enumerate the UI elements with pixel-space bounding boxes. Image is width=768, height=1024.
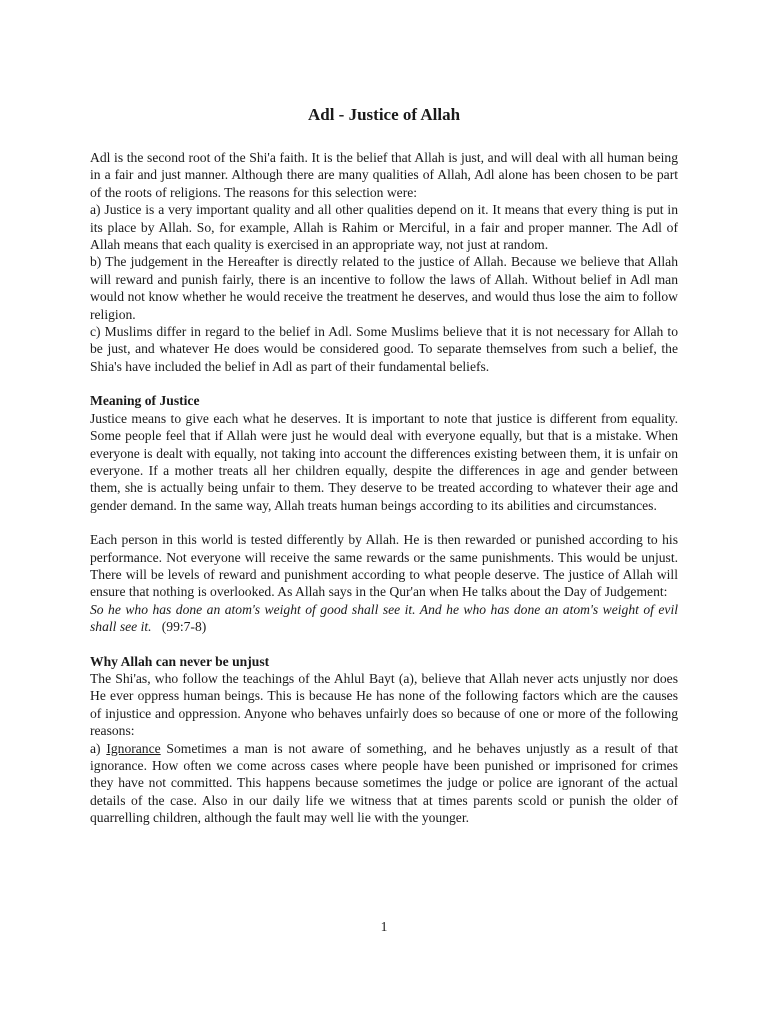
ignorance-term: Ignorance [106, 740, 161, 756]
section-heading-unjust: Why Allah can never be unjust [90, 653, 270, 669]
document-title: Adl - Justice of Allah [307, 105, 461, 124]
ignorance-text: Sometimes a man is not aware of something, and he behaves unjustly as a result of that ignorance. How often we come across cases where people have been punished or imprisoned for crimes they have not committed. This happens because sometimes the judge or police are ignorant of the actual details of the case. Also in our daily life we witness that at times parents scold or punish the older of quarrelling children, although the fault may well lie with the younger. [90, 740, 678, 826]
spacer [90, 514, 678, 531]
page-number: 1 [380, 919, 388, 934]
reason-c: c) Muslims differ in regard to the belief in Adl. Some Muslims believe that it is not necessary for Allah to be just, and whatever He does would be considered good. To separate themselves from such a belief, the Shia's have included the belief in Adl as part of their fundamental beliefs. [90, 324, 678, 374]
unjust-paragraph-1: The Shi'as, who follow the teachings of the Ahlul Bayt (a), believe that Allah never acts unjustly nor does He ever oppress human beings. This is because He has none of the following factors which are the causes of injustice and oppression. Anyone who behaves unfairly does so because of one or more of the following reasons: [90, 670, 678, 739]
meaning-paragraph-2: Each person in this world is tested differently by Allah. He is then rewarded or punished according to his performance. Not everyone will receive the same rewards or the same punishments. This would be unjust. There will be levels of reward and punishment according to what people deserve. The justice of Allah will ensure that nothing is overlooked. As Allah says in the Qur'an when He talks about the Day of Judgement: [90, 532, 678, 600]
quote-reference: (99:7-8) [151, 619, 207, 635]
spacer [90, 375, 678, 392]
quote-text: So he who has done an atom's weight of good shall see it. And he who has done an atom's weight of evil shall see it. [90, 601, 678, 635]
quran-quote [90, 601, 678, 636]
document-page [90, 104, 678, 827]
meaning-paragraph-1: Justice means to give each what he deserves. It is important to note that justice is different from equality. Some people feel that if Allah were just he would deal with everyone equally, but that is a mistake. When everyone is dealt with equally, not taking into account the differences existing between them, it is unfair on everyone. If a mother treats all her children equally, despite the differences in age and gender between them, she is actually being unfair to them. They deserve to be treated according to whatever their age and gender demand. In the same way, Allah treats human beings according to its abilities and circumstances. [90, 410, 678, 513]
spacer [90, 636, 678, 653]
intro-paragraph: Adl is the second root of the Shi'a faith. It is the belief that Allah is just, and will deal with all human being in a fair and just manner. Although there are many qualities of Allah, Adl alone has been chosen to be part of the roots of religions. The reasons for this selection were: [90, 150, 678, 200]
reason-a: a) Justice is a very important quality and all other qualities depend on it. It means that every thing is put in its place by Allah. So, for example, Allah is Rahim or Merciful, in a fair and proper manner. The Adl of Allah means that each quality is exercised in an appropriate way, not just at random. [90, 202, 678, 253]
ignorance-prefix: a) [90, 740, 107, 756]
section-heading-meaning: Meaning of Justice [90, 393, 200, 409]
reason-ignorance [90, 740, 678, 827]
reason-b: b) The judgement in the Hereafter is directly related to the justice of Allah. Because we believe that Allah will reward and punish fairly, there is an incentive to follow the laws of Allah. Without belief in Adl man would not know whether he would receive the treatment he deserves, and would thus lose the aim to follow religion. [90, 254, 678, 322]
